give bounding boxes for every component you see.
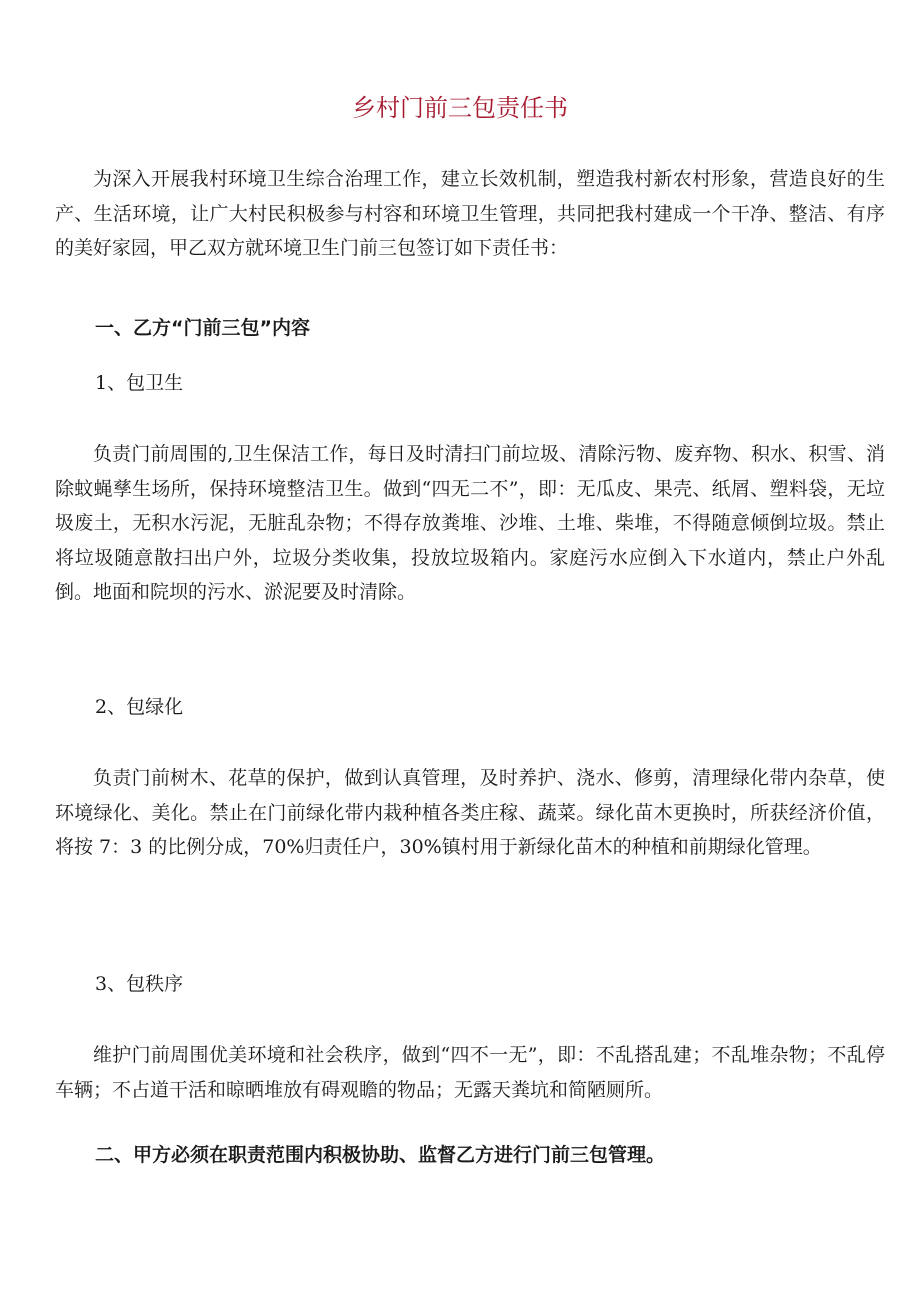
item3-heading: 3、包秩序 [95,973,184,995]
section1-heading: 一、乙方“门前三包”内容 [95,317,310,339]
section2-heading: 二、甲方必须在职责范围内积极协助、监督乙方进行门前三包管理。 [95,1144,666,1166]
item1-body: 负责门前周围的,卫生保洁工作，每日及时清扫门前垃圾、清除污物、废弃物、积水、积雪、消除蚊蝇孳生场所，保持环境整洁卫生。做到“四无二不”，即：无瓜皮、果壳、纸屑、塑料袋，无垃圾废土，无积水污泥，无脏乱杂物；不得存放粪堆、沙堆、土堆、柴堆，不得随意倾倒垃圾。禁止将垃圾随意散扫出户外，垃圾分类收集，投放垃圾箱内。家庭污水应倒入下水道内，禁止户外乱倒。地面和院坝的污水、淤泥要及时清除。 [55,443,885,603]
intro-paragraph: 为深入开展我村环境卫生综合治理工作，建立长效机制，塑造我村新农村形象，营造良好的生产、生活环境，让广大村民积极参与村容和环境卫生管理，共同把我村建成一个干净、整洁、有序的美好家园，甲乙双方就环境卫生门前三包签订如下责任书： [55,168,885,259]
item2-body: 负责门前树木、花草的保护，做到认真管理，及时养护、浇水、修剪，清理绿化带内杂草，使环境绿化、美化。禁止在门前绿化带内栽种植各类庄稼、蔬菜。绿化苗木更换时，所获经济价值，将按 7：3 的比例分成，70%归责任户，30%镇村用于新绿化苗木的种植和前期绿化管理。 [55,767,885,858]
document-title: 乡村门前三包责任书 [352,94,568,122]
item3-body: 维护门前周围优美环境和社会秩序，做到“四不一无”，即：不乱搭乱建；不乱堆杂物；不乱停车辆；不占道干活和晾晒堆放有碍观瞻的物品；无露天粪坑和简陋厕所。 [55,1044,885,1101]
item2-heading: 2、包绿化 [95,696,184,718]
item1-heading: 1、包卫生 [95,372,184,394]
